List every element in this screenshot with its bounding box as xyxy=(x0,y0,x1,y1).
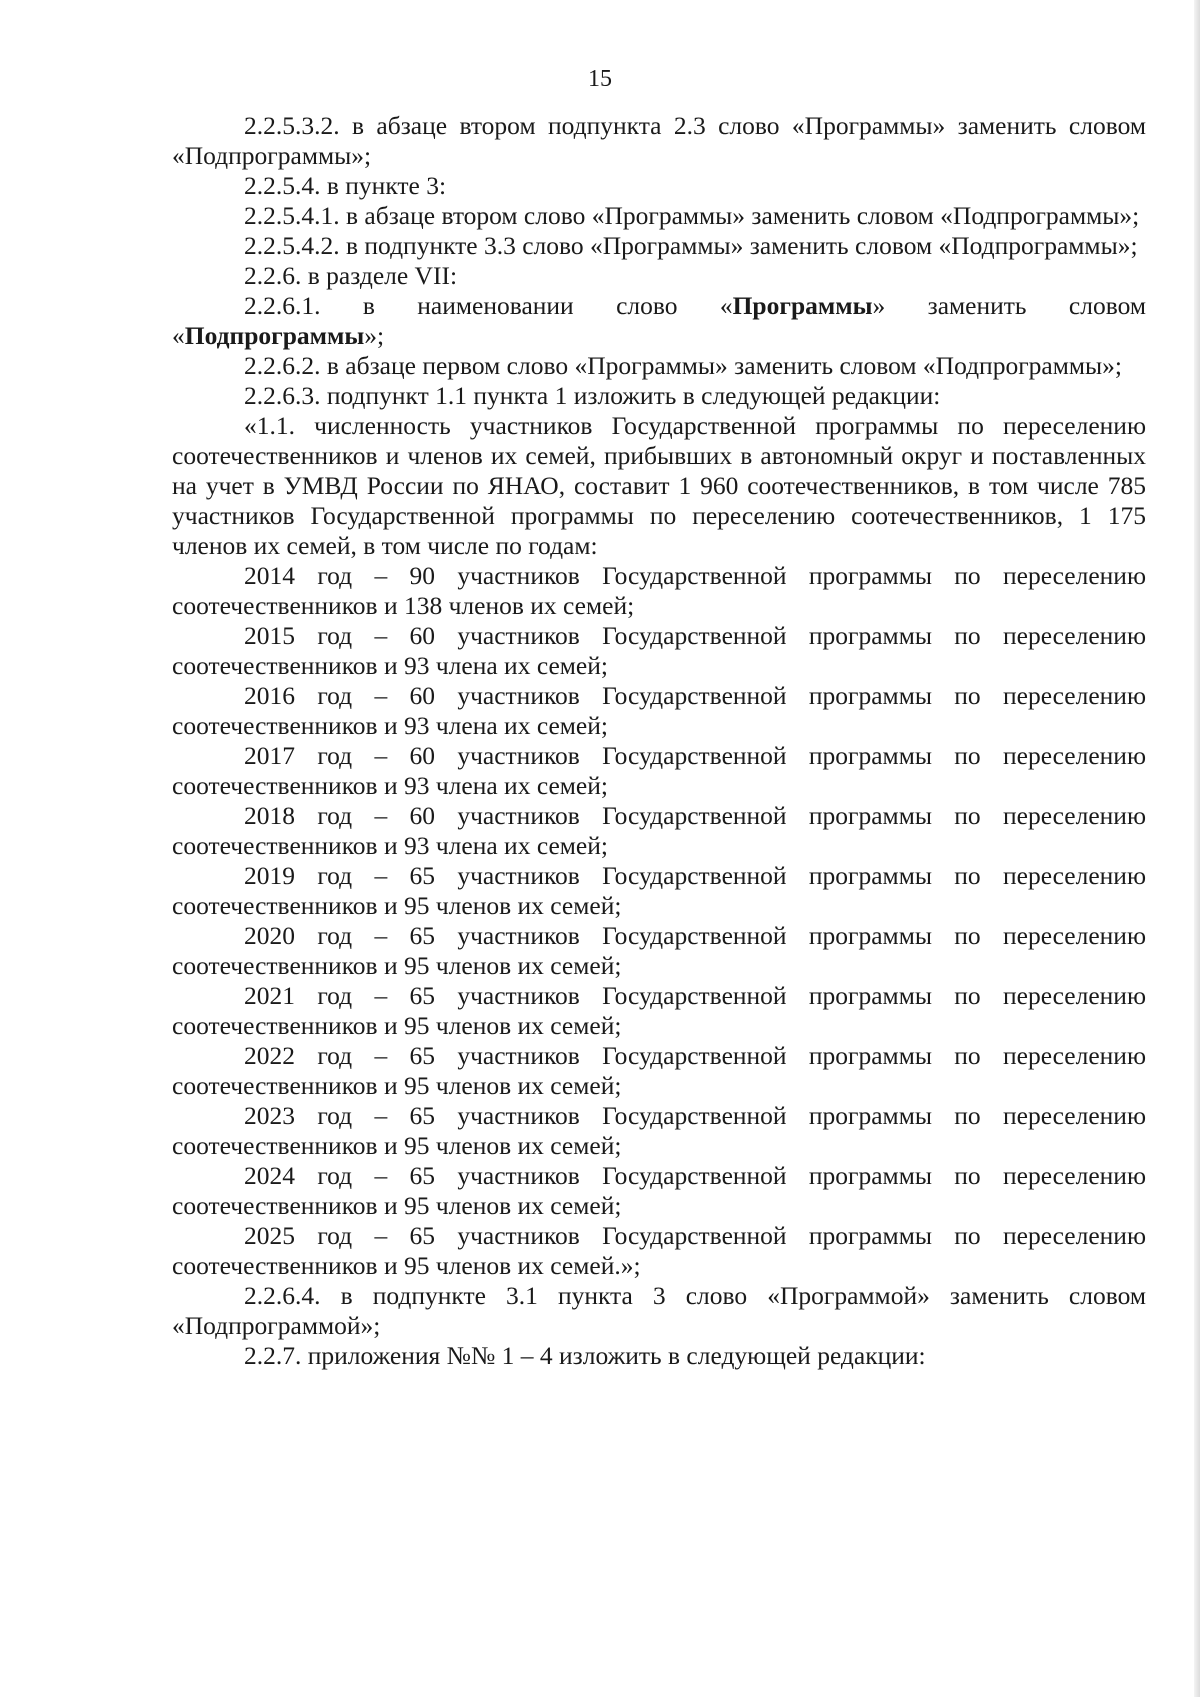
bold-word-podprogrammy: Подпрограммы xyxy=(184,321,365,350)
paragraph-2-2-6-1-mid: » заменить словом « xyxy=(172,291,1146,350)
year-2024-item: 2024 год – 65 участников Государственной программы по переселению соотечественников и 95 членов их семей; xyxy=(172,1161,1146,1220)
page-edge-shadow xyxy=(1194,0,1200,1697)
paragraph-2-2-6-1-post: »; xyxy=(364,321,385,350)
year-2019-item: 2019 год – 65 участников Государственной программы по переселению соотечественников и 95 членов их семей; xyxy=(172,861,1146,920)
year-2018-item: 2018 год – 60 участников Государственной программы по переселению соотечественников и 93 члена их семей; xyxy=(172,801,1146,860)
paragraph-2-2-6-3: 2.2.6.3. подпункт 1.1 пункта 1 изложить в следующей редакции: xyxy=(244,381,941,410)
paragraph-2-2-6-1-pre: 2.2.6.1. в наименовании слово « xyxy=(244,291,733,320)
year-2021-item: 2021 год – 65 участников Государственной программы по переселению соотечественников и 95 членов их семей; xyxy=(172,981,1146,1040)
document-body xyxy=(172,111,1146,1371)
bold-word-programmy: Программы xyxy=(732,291,873,320)
paragraph-2-2-5-4-2: 2.2.5.4.2. в подпункте 3.3 слово «Программы» заменить словом «Подпрограммы»; xyxy=(244,231,1138,260)
paragraph-2-2-6-1 xyxy=(172,291,1146,351)
year-2015-item: 2015 год – 60 участников Государственной программы по переселению соотечественников и 93 члена их семей; xyxy=(172,621,1146,680)
paragraph-2-2-7: 2.2.7. приложения №№ 1 – 4 изложить в следующей редакции: xyxy=(244,1341,926,1370)
paragraph-2-2-5-3-2: 2.2.5.3.2. в абзаце втором подпункта 2.3 слово «Программы» заменить словом «Подпрограммы»; xyxy=(172,111,1146,170)
year-2022-item: 2022 год – 65 участников Государственной программы по переселению соотечественников и 95 членов их семей; xyxy=(172,1041,1146,1100)
paragraph-2-2-6: 2.2.6. в разделе VII: xyxy=(244,261,458,290)
paragraph-2-2-5-4-1: 2.2.5.4.1. в абзаце втором слово «Программы» заменить словом «Подпрограммы»; xyxy=(244,201,1140,230)
paragraph-2-2-5-4: 2.2.5.4. в пункте 3: xyxy=(244,171,447,200)
year-2023-item: 2023 год – 65 участников Государственной программы по переселению соотечественников и 95 членов их семей; xyxy=(172,1101,1146,1160)
year-2017-item: 2017 год – 60 участников Государственной программы по переселению соотечественников и 93 члена их семей; xyxy=(172,741,1146,800)
year-2016-item: 2016 год – 60 участников Государственной программы по переселению соотечественников и 93 члена их семей; xyxy=(172,681,1146,740)
year-2014-item: 2014 год – 90 участников Государственной программы по переселению соотечественников и 138 членов их семей; xyxy=(172,561,1146,620)
paragraph-2-2-6-4: 2.2.6.4. в подпункте 3.1 пункта 3 слово «Программой» заменить словом «Подпрограммой»; xyxy=(172,1281,1146,1340)
page-number: 15 xyxy=(588,66,612,92)
year-2020-item: 2020 год – 65 участников Государственной программы по переселению соотечественников и 95 членов их семей; xyxy=(172,921,1146,980)
paragraph-2-2-6-2: 2.2.6.2. в абзаце первом слово «Программы» заменить словом «Подпрограммы»; xyxy=(244,351,1122,380)
year-2025-item: 2025 год – 65 участников Государственной программы по переселению соотечественников и 95 членов их семей.»; xyxy=(172,1221,1146,1280)
paragraph-1-1-quote: «1.1. численность участников Государственной программы по переселению соотечественников и членов их семей, прибывших в автономный округ и поставленных на учет в УМВД России по ЯНАО, составит 1 960 соотечественников, в том числе 785 участников Государственной программы по переселению соотечественников, 1 175 членов их семей, в том числе по годам: xyxy=(172,411,1146,560)
